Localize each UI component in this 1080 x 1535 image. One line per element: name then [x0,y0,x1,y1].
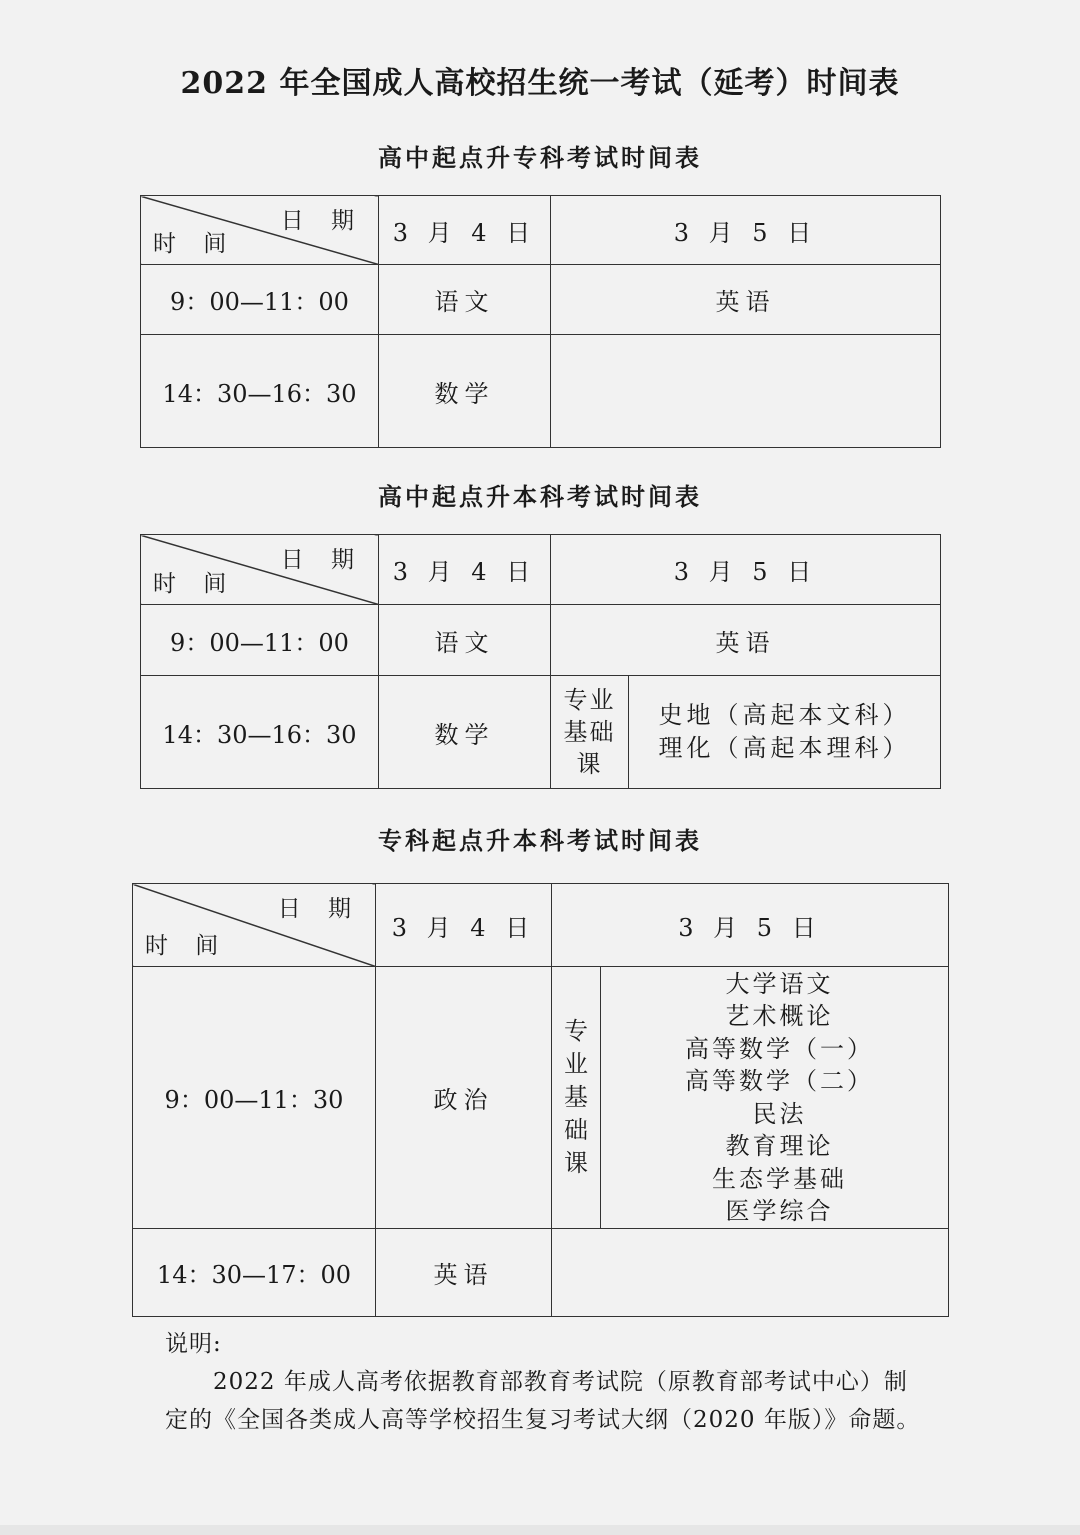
day1-subject: 政治 [376,967,552,1229]
category-label: 专业基础课 [564,1017,588,1177]
subject-item: 高等数学（二） [685,1067,874,1095]
subject-list [601,967,949,1229]
day1-subject: 英语 [376,1229,552,1317]
day1-subject: 数学 [379,335,551,448]
header-time-label: 时 间 [145,933,229,959]
table-3-title: 专科起点升本科考试时间表 [378,826,702,855]
category-cell [552,967,601,1229]
header-time-label: 时 间 [153,571,237,597]
time-slot: 9：00—11：00 [141,265,379,335]
time-slot: 14：30—16：30 [141,335,379,448]
notes-label: 说明: [165,1331,222,1357]
subject-item: 理化（高起本理科） [658,734,911,762]
header-diagonal-cell [133,884,376,967]
page-title: 2022 年全国成人高校招生统一考试（延考）时间表 [180,66,900,101]
subject-item: 史地（高起本文科） [658,701,911,729]
subject-item: 大学语文 [725,969,834,998]
header-date-label: 日 期 [280,547,364,573]
day2-subject: 英语 [551,605,941,676]
header-diagonal-cell [141,535,379,605]
header-date-label: 日 期 [277,896,361,922]
schedule-table-2 [140,534,941,789]
page-bottom-edge [0,1525,1080,1535]
header-time-label: 时 间 [153,231,237,257]
day2-header: 3 月 5 日 [552,884,949,967]
header-diagonal-cell [141,196,379,265]
day2-subject: 英语 [551,265,941,335]
day2-header: 3 月 5 日 [551,535,941,605]
time-slot: 9：00—11：00 [141,605,379,676]
subject-list [629,676,941,789]
subject-item: 高等数学（一） [685,1034,874,1063]
day2-subject [552,1229,949,1317]
subject-item: 艺术概论 [725,1002,834,1030]
time-slot: 9：00—11：30 [133,967,376,1229]
day1-header: 3 月 4 日 [379,535,551,605]
subject-item: 医学综合 [725,1197,834,1225]
day1-subject: 语文 [379,265,551,335]
notes [165,1325,925,1439]
time-slot: 14：30—17：00 [133,1229,376,1317]
subject-item: 民法 [752,1099,807,1128]
time-slot: 14：30—16：30 [141,676,379,789]
schedule-table-3 [132,883,949,1317]
schedule-table-1 [140,195,941,448]
day2-header: 3 月 5 日 [551,196,941,265]
day1-subject: 数学 [379,676,551,789]
table-1-title: 高中起点升专科考试时间表 [378,143,702,172]
category-label: 专业基础课 [563,686,616,778]
notes-text: 2022 年成人高考依据教育部教育考试院（原教育部考试中心）制定的《全国各类成人高等学校招生复习考试大纲（2020 年版）》命题。 [165,1369,921,1433]
header-date-label: 日 期 [280,208,364,234]
table-2-title: 高中起点升本科考试时间表 [378,482,702,511]
day2-subject [551,335,941,448]
subject-item: 教育理论 [725,1132,834,1160]
subject-item: 生态学基础 [712,1164,847,1193]
day1-header: 3 月 4 日 [376,884,552,967]
day1-subject: 语文 [379,605,551,676]
day1-header: 3 月 4 日 [379,196,551,265]
category-cell [551,676,629,789]
